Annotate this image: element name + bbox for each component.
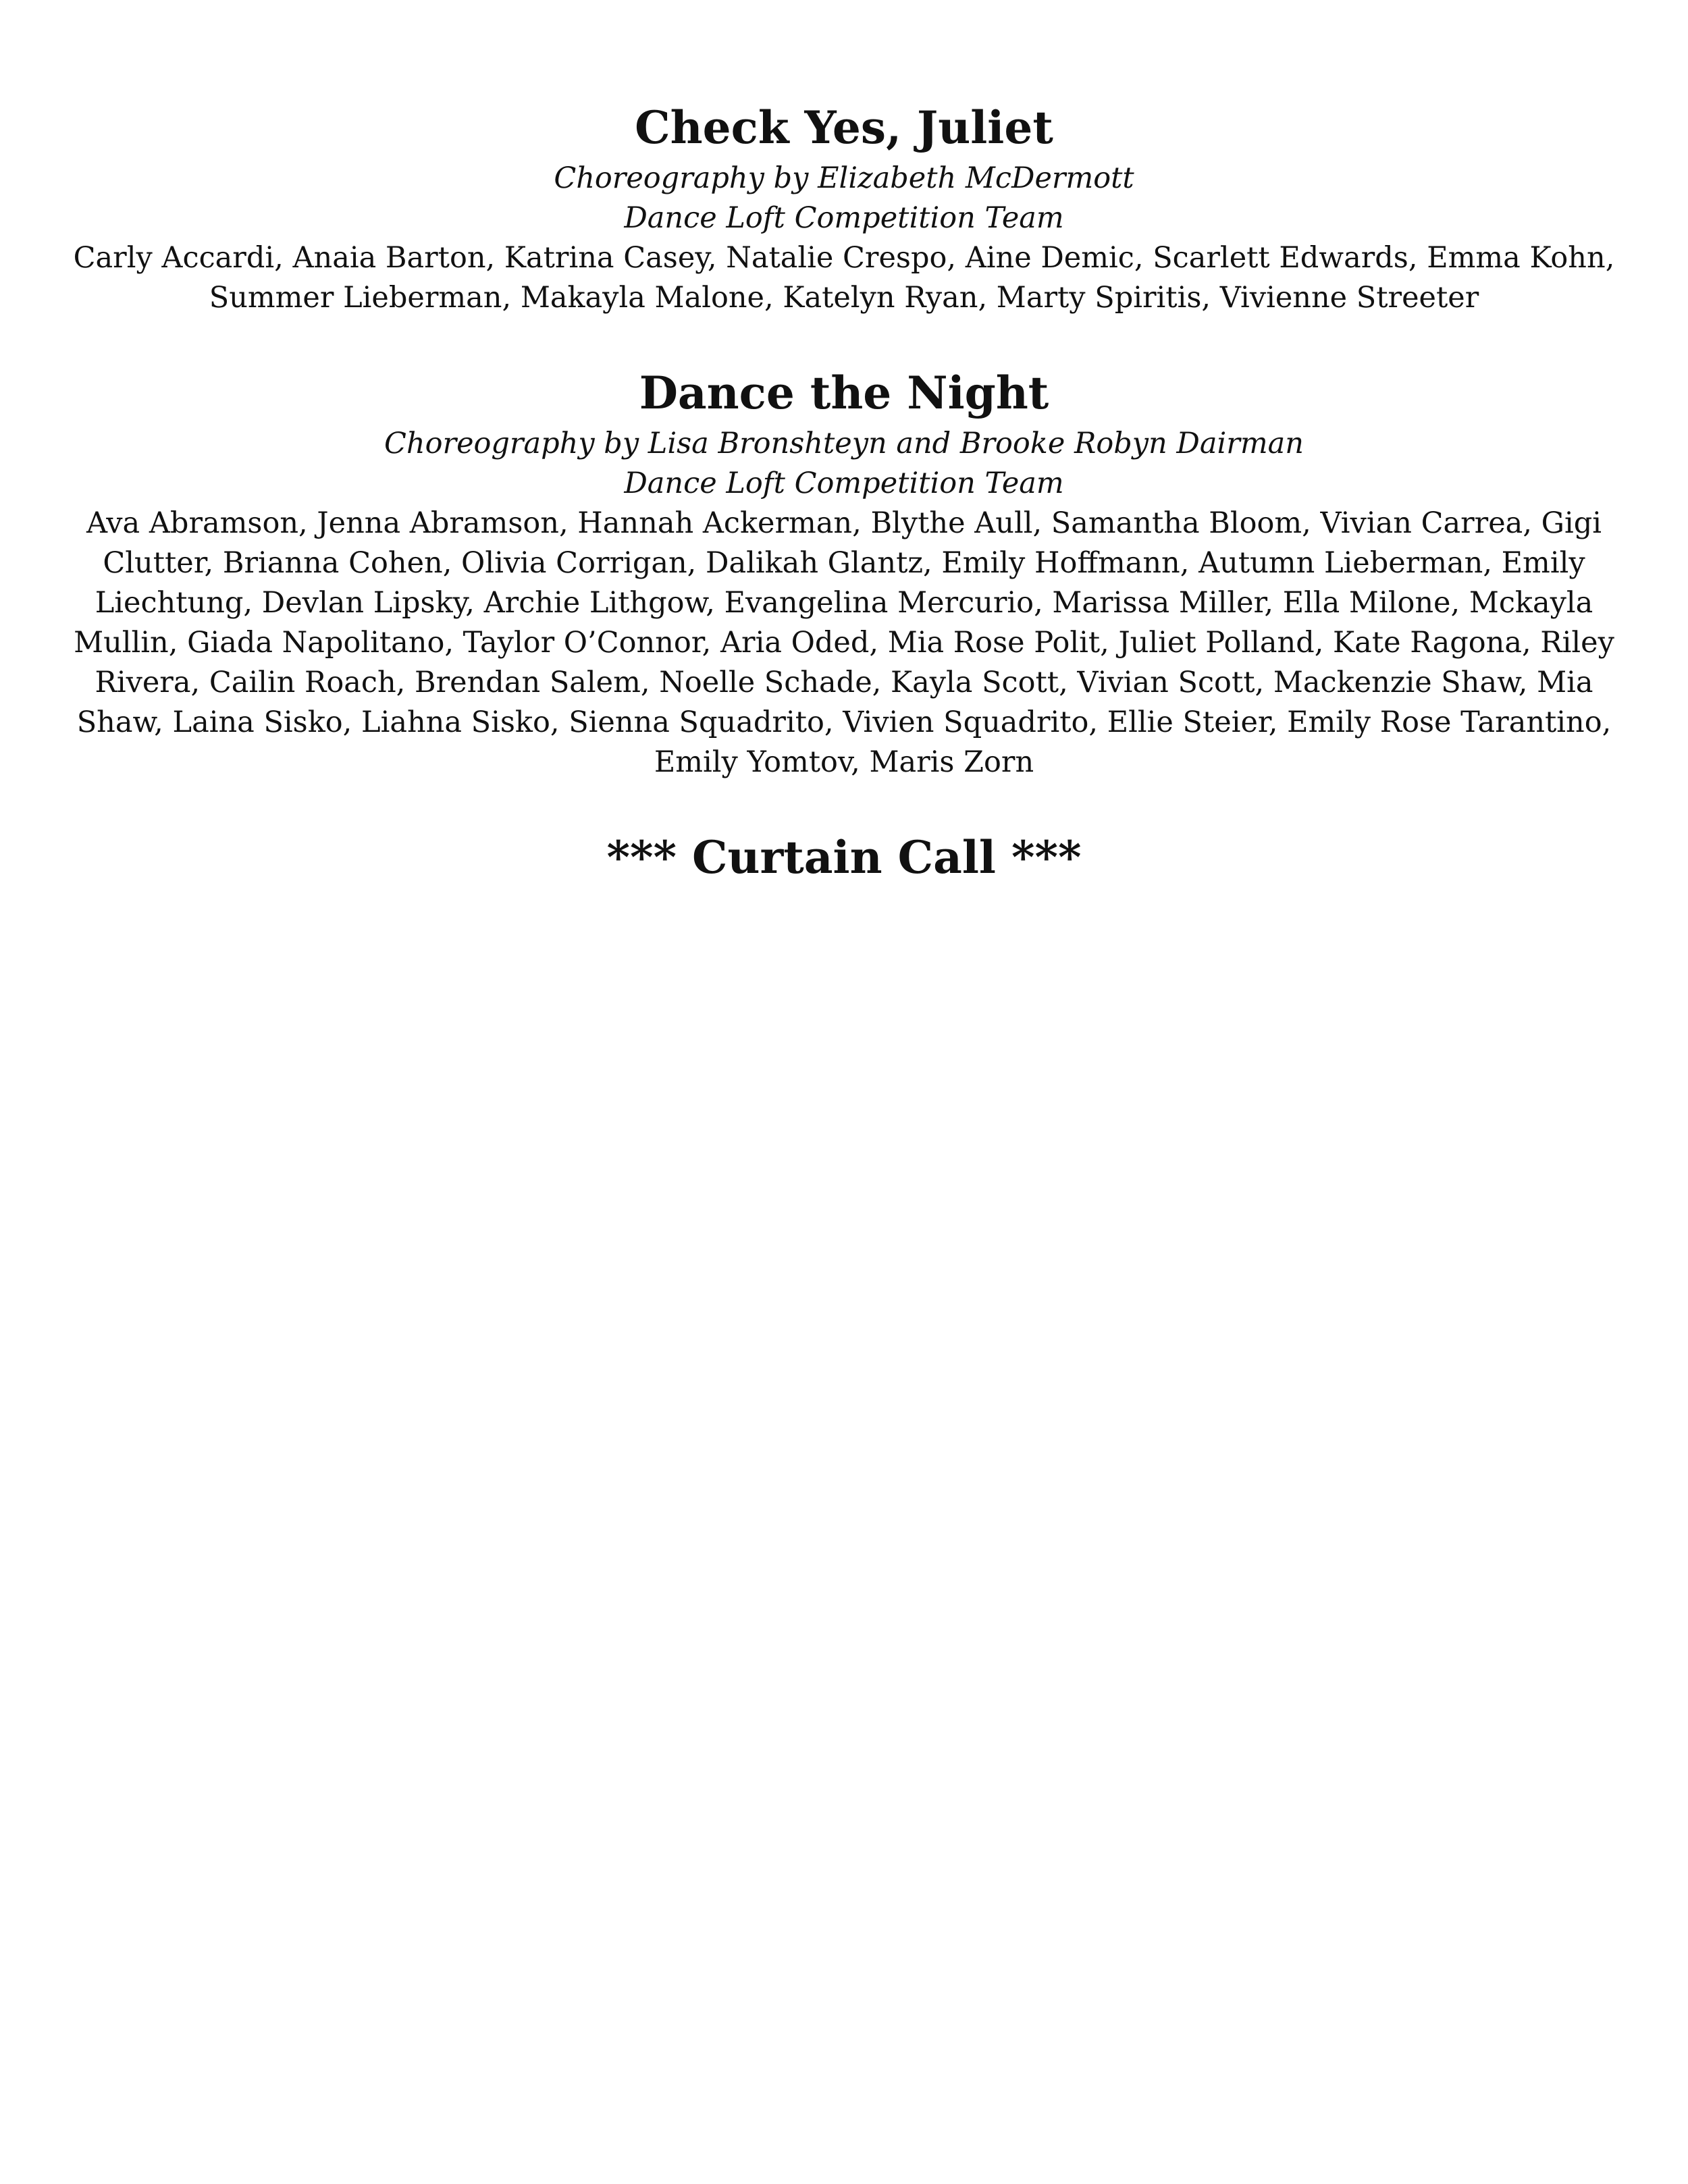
company-name: Dance Loft Competition Team	[624, 201, 1064, 236]
piece-title: Check Yes, Juliet	[635, 101, 1053, 154]
piece-title: Dance the Night	[639, 367, 1049, 420]
company-name: Dance Loft Competition Team	[624, 467, 1064, 501]
cast-list: Ava Abramson, Jenna Abramson, Hannah Ackerman, Blythe Aull, Samantha Bloom, Vivian Carrea, Gigi Clutter, Brianna Cohen, Olivia Corrigan, Dalikah Glantz, Emily Hoffmann, Autumn Lieberman, Emily Liechtung, Devlan Lipsky, Archie Lithgow, Evangelina Mercurio, Marissa Miller, Ella Milone, Mckayla Mullin, Giada Napolitano, Taylor O’Connor, Aria Oded, Mia Rose Polit, Juliet Polland, Kate Ragona, Riley Rivera, Cailin Roach, Brendan Salem, Noelle Schade, Kayla Scott, Vivian Scott, Mackenzie Shaw, Mia Shaw, Laina Sisko, Liahna Sisko, Sienna Squadrito, Vivien Squadrito, Ellie Steier, Emily Rose Tarantino, Emily Yomtov, Maris Zorn	[74, 506, 1614, 780]
choreography-credit: Choreography by Lisa Bronshteyn and Brooke Robyn Dairman	[384, 427, 1304, 461]
program-page	[54, 101, 1634, 885]
cast-list: Carly Accardi, Anaia Barton, Katrina Casey, Natalie Crespo, Aine Demic, Scarlett Edwards, Emma Kohn, Summer Lieberman, Makayla Malone, Katelyn Ryan, Marty Spiritis, Vivienne Streeter	[73, 241, 1615, 315]
piece-dance-the-night	[54, 367, 1634, 782]
curtain-call-heading: *** Curtain Call ***	[606, 831, 1082, 884]
piece-check-yes-juliet	[54, 101, 1634, 318]
choreography-credit: Choreography by Elizabeth McDermott	[554, 161, 1134, 196]
